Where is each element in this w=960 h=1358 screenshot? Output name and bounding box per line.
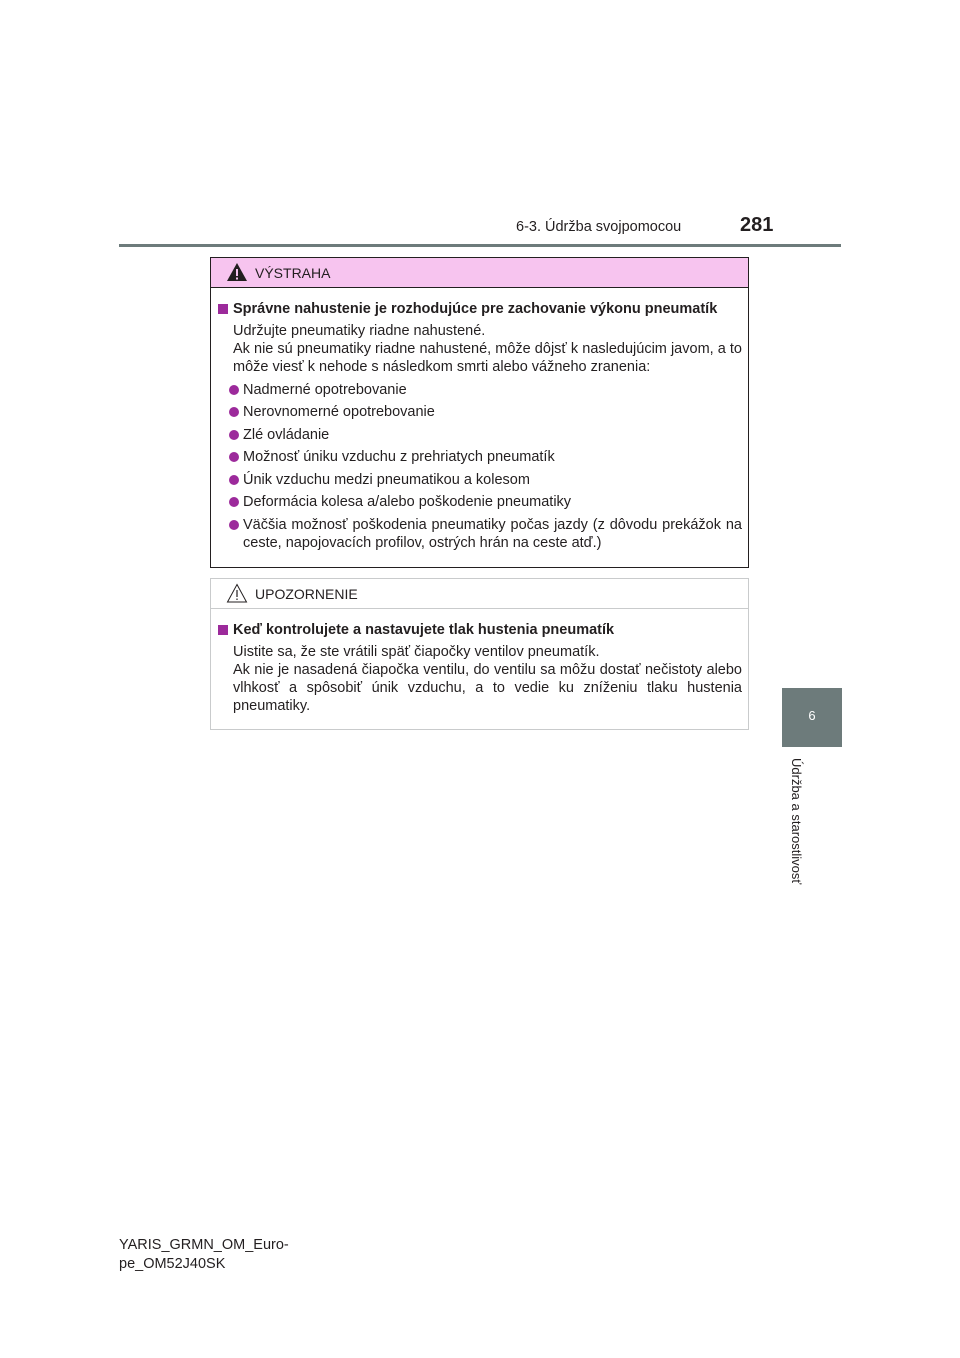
chapter-number: 6: [808, 708, 816, 723]
chapter-tab: [782, 688, 842, 747]
caution-body: [211, 609, 748, 715]
caution-heading: [217, 621, 742, 639]
warning-box: [210, 257, 749, 568]
chapter-label: Údržba a starostlivosť: [789, 758, 804, 885]
warning-heading-text: Správne nahustenie je rozhodujúce pre zachovanie výkonu pneumatík: [233, 301, 718, 317]
caution-line: Ak nie je nasadená čiapočka ventilu, do ventilu sa môžu dostať nečistoty alebo vlhkosť a spôsobiť únik vzduchu, a to vedie ku zníženiu tlaku hustenia pneumatiky.: [233, 662, 742, 714]
page-number: 281: [740, 214, 774, 236]
warning-heading: [217, 300, 742, 318]
warning-title: VÝSTRAHA: [255, 265, 331, 281]
warning-body: [211, 288, 748, 552]
list-item-text: Únik vzduchu medzi pneumatikou a kolesom: [243, 471, 530, 488]
warning-triangle-icon: [226, 262, 248, 282]
warning-header: [211, 258, 748, 288]
warning-bullet-list: [217, 381, 742, 552]
list-item: [217, 516, 742, 552]
round-bullet-icon: [229, 497, 239, 507]
warning-line: Udržujte pneumatiky riadne nahustené.: [233, 323, 486, 339]
list-item: [217, 448, 742, 466]
round-bullet-icon: [229, 475, 239, 485]
round-bullet-icon: [229, 385, 239, 395]
list-item-text: Väčšia možnosť poškodenia pneumatiky počas jazdy (z dôvodu prekážok na ceste, napojovacích profilov, ostrých hrán na ceste atď.): [243, 516, 742, 551]
caution-heading-text: Keď kontrolujete a nastavujete tlak hustenia pneumatík: [233, 622, 615, 638]
list-item: [217, 493, 742, 511]
square-bullet-icon: [218, 625, 228, 635]
caution-box: [210, 578, 749, 730]
round-bullet-icon: [229, 430, 239, 440]
document-footer: [119, 1236, 289, 1274]
round-bullet-icon: [229, 452, 239, 462]
square-bullet-icon: [218, 304, 228, 314]
round-bullet-icon: [229, 520, 239, 530]
footer-line: pe_OM52J40SK: [119, 1256, 226, 1272]
footer-line: YARIS_GRMN_OM_Euro-: [119, 1237, 289, 1253]
caution-paragraph: [217, 643, 742, 715]
warning-line: Ak nie sú pneumatiky riadne nahustené, môže dôjsť k nasledujúcim javom, a to môže viesť k nehode s následkom smrti alebo vážneho zranenia:: [233, 341, 742, 375]
list-item: [217, 426, 742, 444]
list-item-text: Zlé ovládanie: [243, 426, 330, 443]
list-item-text: Deformácia kolesa a/alebo poškodenie pneumatiky: [243, 494, 572, 510]
caution-title: UPOZORNENIE: [255, 586, 358, 602]
list-item: [217, 471, 742, 489]
caution-header: [211, 579, 748, 609]
list-item-text: Nadmerné opotrebovanie: [243, 381, 407, 398]
list-item-text: Nerovnomerné opotrebovanie: [243, 404, 435, 420]
warning-paragraph: [217, 322, 742, 376]
caution-triangle-icon: [226, 583, 248, 603]
section-title: 6-3. Údržba svojpomocou: [516, 219, 682, 235]
caution-line: Uistite sa, že ste vrátili späť čiapočky ventilov pneumatík.: [233, 644, 600, 660]
list-item-text: Možnosť úniku vzduchu z prehriatych pneumatík: [243, 449, 555, 465]
list-item: [217, 381, 742, 399]
round-bullet-icon: [229, 407, 239, 417]
header-rule: [119, 244, 841, 247]
list-item: [217, 403, 742, 421]
